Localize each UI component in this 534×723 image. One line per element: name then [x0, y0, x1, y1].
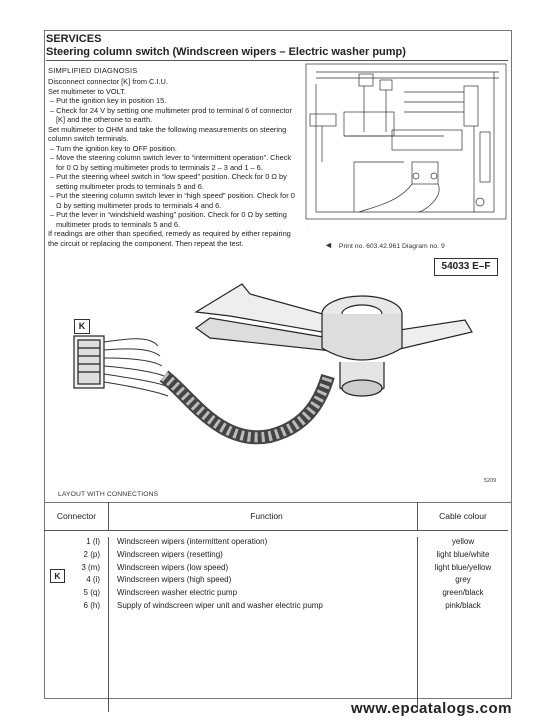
figure-number: 5209: [484, 478, 497, 484]
table-row: [44, 537, 508, 550]
wiring-diagram: [304, 62, 508, 232]
svg-text:.: .: [308, 223, 310, 228]
instruction-line: – Move the steering column switch lever to “intermittent operation”. Check for 0 Ω by setting multimeter prods to terminals 2 – 3 and 1 – 6.: [50, 153, 292, 172]
instruction-line: Set multimeter to VOLT.: [48, 86, 126, 96]
instruction-line: – Put the steering wheel switch in “low speed” position. Check for 0 Ω by setting multimeter prods to terminals 5 and 6.: [50, 172, 287, 191]
print-number: ◄ Print no. 603.42.961 Diagram no. 9: [324, 240, 445, 250]
page-header: [46, 33, 406, 59]
instruction-line: Disconnect connector [K] from C.I.U.: [48, 77, 168, 86]
cell-connector: 4 (i): [86, 575, 100, 585]
cell-function: Supply of windscreen wiper unit and washer electric pump: [109, 601, 418, 614]
cell-connector: 1 (l): [86, 537, 100, 546]
cell-cable: light blue/white: [418, 550, 509, 563]
diagnosis-instructions: [48, 77, 300, 248]
table-row: [44, 550, 508, 563]
cell-function: Windscreen wipers (low speed): [109, 563, 418, 576]
table-row: [44, 575, 508, 588]
steering-switch-illustration: [60, 276, 500, 476]
cell-function: Windscreen washer electric pump: [109, 588, 418, 601]
cell-connector: 3 (m): [81, 562, 100, 572]
cell-connector: 6 (h): [83, 600, 100, 610]
cell-function: Windscreen wipers (high speed): [109, 575, 418, 588]
header-function: Function: [109, 502, 418, 531]
print-number-text: Print no. 603.42.961 Diagram no. 9: [338, 243, 445, 250]
instruction-line: – Put the lever in “windshield washing” position. Check for 0 Ω by setting multimeter prods to terminals 5 and 6.: [50, 210, 287, 229]
instruction-line: – Turn the ignition key to OFF position.: [50, 143, 177, 153]
connector-table: [44, 502, 508, 712]
table-row: [44, 601, 508, 614]
connector-k-badge: K: [74, 319, 90, 334]
cell-cable: green/black: [418, 588, 509, 601]
figure-caption: LAYOUT WITH CONNECTIONS: [58, 491, 159, 498]
cell-function: Windscreen wipers (intermittent operation): [109, 537, 418, 550]
header-connector: Connector: [44, 502, 109, 531]
page-title: Steering column switch (Windscreen wipers – Electric washer pump): [46, 46, 406, 58]
cell-cable: yellow: [418, 537, 509, 550]
cell-connector: 2 (p): [83, 549, 100, 559]
table-row: [44, 563, 508, 576]
instruction-line: – Put the steering column switch lever in “high speed” position. Check for 0 Ω by setting multimeter prods to terminals 4 and 6.: [50, 191, 295, 210]
instruction-line: – Check for 24 V by setting one multimeter prod to terminal 6 of connector [K] and the otherone to earth.: [50, 105, 292, 124]
cell-cable: light blue/yellow: [418, 563, 509, 576]
table-connector-k-label: K: [50, 569, 65, 583]
instruction-line: – Put the ignition key in position 15.: [50, 96, 167, 105]
cell-function: Windscreen wipers (resetting): [109, 550, 418, 563]
header-divider: [46, 60, 508, 61]
cell-cable: pink/black: [418, 601, 509, 614]
table-header-row: [44, 502, 508, 531]
table-row: [44, 588, 508, 601]
header-cable-colour: Cable colour: [418, 502, 509, 531]
footer-watermark[interactable]: www.epcatalogs.com: [351, 700, 512, 717]
cell-cable: grey: [418, 575, 509, 588]
instruction-line: If readings are other than specified, remedy as required by either repairing the circuit or replacing the component. Then repeat the test.: [48, 229, 291, 248]
figure-code-box: 54033 E–F: [434, 258, 498, 276]
cell-connector: 5 (q): [83, 588, 100, 598]
section-title: SERVICES: [46, 33, 102, 45]
diagnosis-title: SIMPLIFIED DIAGNOSIS: [48, 66, 138, 75]
instruction-line: Set multimeter to OHM and take the following measurements on steering column switch terminals.: [48, 124, 287, 143]
